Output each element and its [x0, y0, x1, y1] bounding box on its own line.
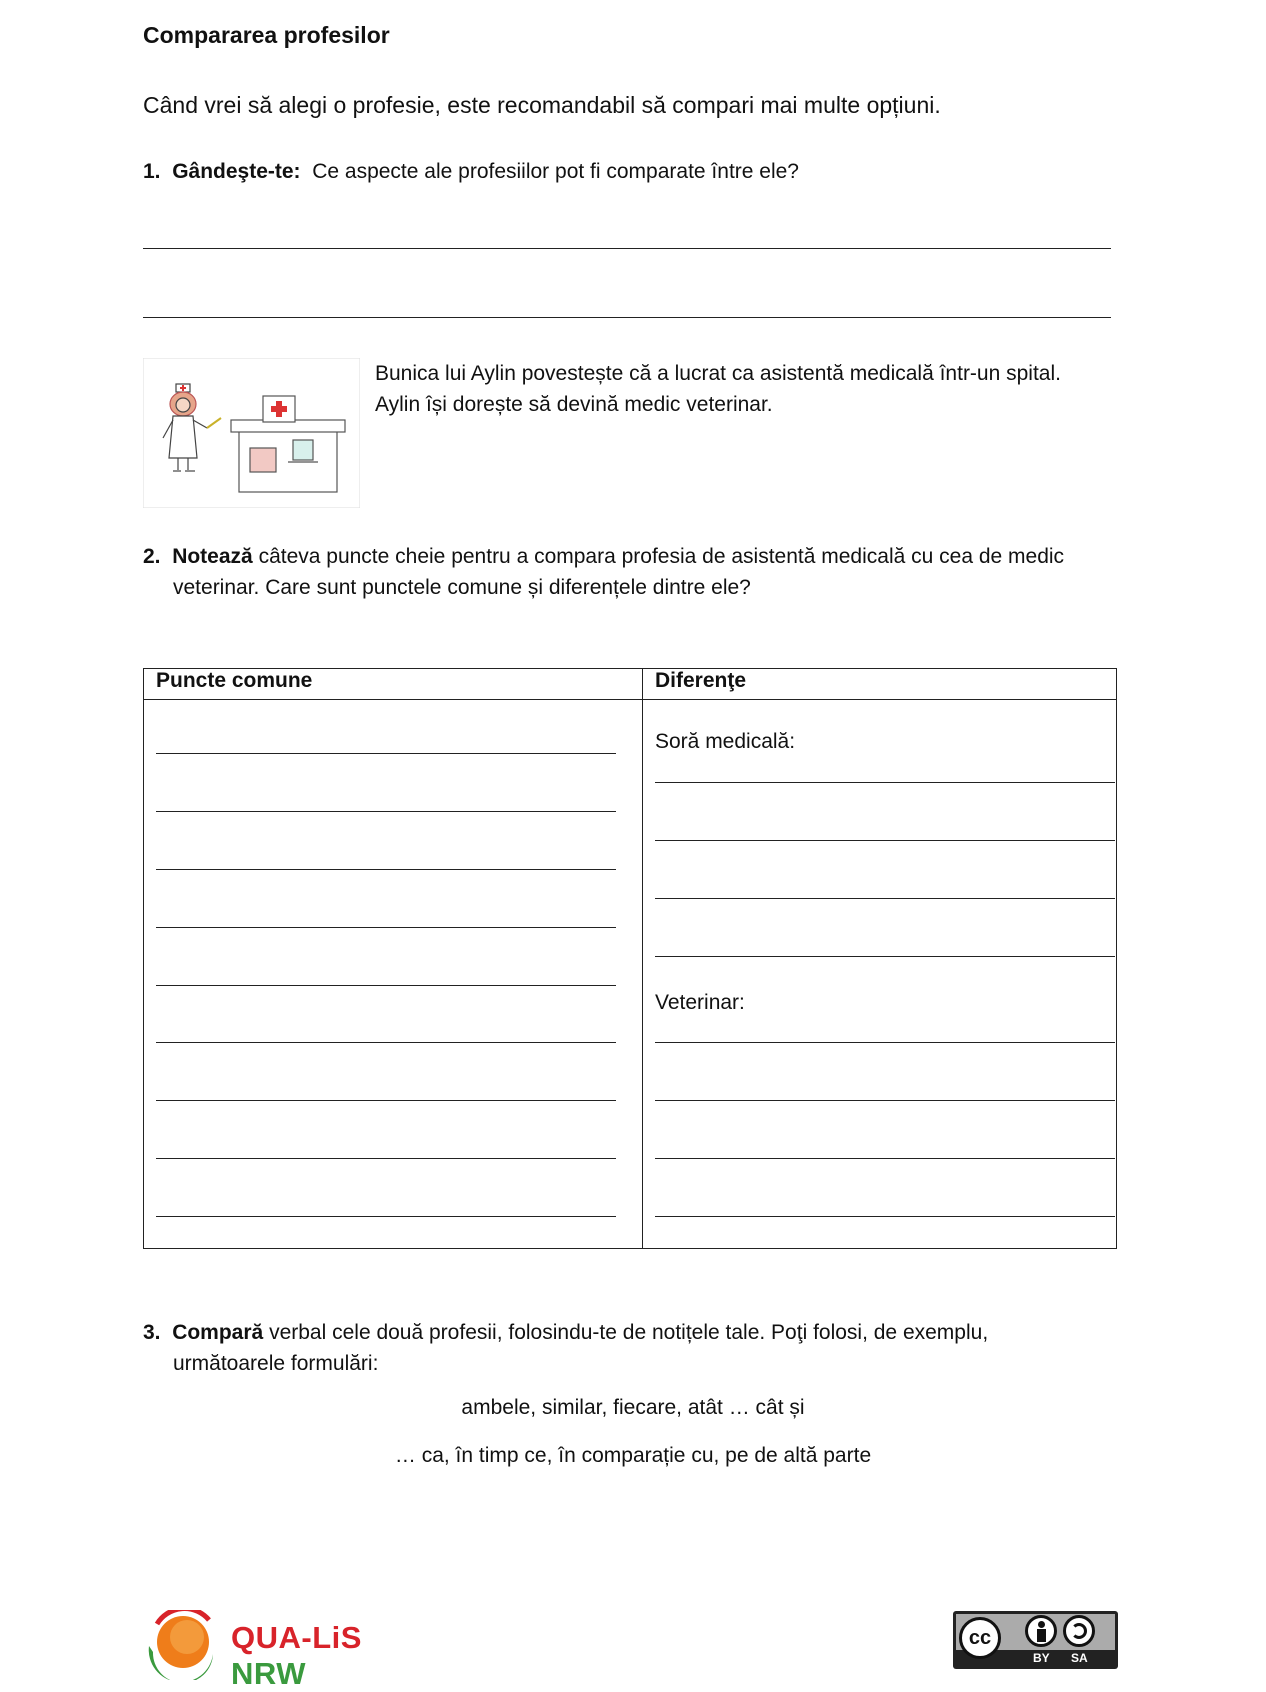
answer-line-2[interactable] [143, 317, 1111, 318]
vet-answer-line[interactable] [655, 1216, 1115, 1217]
question-1-text: Ce aspecte ale profesiilor pot fi comparate între ele? [312, 160, 799, 183]
common-answer-line[interactable] [156, 1100, 616, 1101]
common-answer-line[interactable] [156, 1042, 616, 1043]
common-answer-line[interactable] [156, 985, 616, 986]
question-1-keyword: Gândeşte-te: [172, 160, 301, 183]
question-3 [143, 1317, 1123, 1379]
qualis-logo-text-red: QUA-LiS [231, 1620, 362, 1655]
question-1-number: 1. [143, 160, 161, 183]
license-by-text: BY [1033, 1651, 1050, 1665]
comparison-table [143, 668, 1117, 1249]
vet-answer-line[interactable] [655, 1158, 1115, 1159]
qualis-logo [143, 1610, 443, 1691]
story-text [375, 358, 1061, 420]
question-2-number: 2. [143, 545, 161, 568]
column-header-differences: Diferenţe [643, 669, 1117, 700]
share-alike-icon [1063, 1615, 1095, 1647]
vet-answer-line[interactable] [655, 1100, 1115, 1101]
question-1 [143, 156, 799, 187]
question-3-text-1: verbal cele două profesii, folosindu-te de notițele tale. Poţi folosi, de exemplu, [269, 1321, 989, 1344]
differences-cell [643, 700, 1117, 1249]
question-3-number: 3. [143, 1321, 161, 1344]
common-answer-line[interactable] [156, 869, 616, 870]
phrases-line-1: ambele, similar, fiecare, atât … cât și [461, 1396, 805, 1419]
nurse-hospital-illustration [143, 358, 360, 508]
intro-text: Când vrei să alegi o profesie, este recomandabil să compari mai multe opțiuni. [143, 92, 941, 118]
common-points-cell [144, 700, 643, 1249]
story-line-1: Bunica lui Aylin povestește că a lucrat ca asistentă medicală într-un spital. [375, 362, 1061, 385]
common-answer-line[interactable] [156, 1158, 616, 1159]
nurse-answer-line[interactable] [655, 782, 1115, 783]
nurse-hospital-drawing [143, 358, 360, 508]
nurse-answer-line[interactable] [655, 840, 1115, 841]
question-2-text-1: câteva puncte cheie pentru a compara profesia de asistentă medicală cu cea de medic [258, 545, 1065, 568]
question-3-keyword: Compară [172, 1321, 264, 1344]
nurse-label: Soră medicală: [655, 730, 796, 753]
nurse-answer-line[interactable] [655, 898, 1115, 899]
qualis-logo-text-green: NRW [231, 1656, 306, 1691]
question-2-text-2: veterinar. Care sunt punctele comune și diferențele dintre ele? [173, 576, 751, 599]
common-answer-line[interactable] [156, 811, 616, 812]
qualis-logo-text [231, 1620, 443, 1692]
phrases-line-2: … ca, în timp ce, în comparație cu, pe de altă parte [394, 1444, 872, 1467]
attribution-icon [1025, 1615, 1057, 1647]
cc-by-sa-license-badge [953, 1611, 1118, 1669]
vet-answer-line[interactable] [655, 1042, 1115, 1043]
question-3-text-2: următoarele formulări: [173, 1352, 379, 1375]
answer-line-1[interactable] [143, 248, 1111, 249]
cc-icon: cc [959, 1617, 1001, 1659]
common-answer-line[interactable] [156, 927, 616, 928]
common-answer-line[interactable] [156, 753, 616, 754]
vet-label: Veterinar: [655, 991, 745, 1014]
story-line-2: Aylin își dorește să devină medic veterinar. [375, 393, 773, 416]
license-sa-text: SA [1071, 1651, 1088, 1665]
question-2-keyword: Notează [172, 545, 253, 568]
column-header-common: Puncte comune [144, 669, 643, 700]
common-answer-line[interactable] [156, 1216, 616, 1217]
qualis-logo-icon [143, 1610, 223, 1680]
nurse-answer-line[interactable] [655, 956, 1115, 957]
page-title: Compararea profesilor [143, 22, 390, 48]
question-2 [143, 541, 1123, 603]
